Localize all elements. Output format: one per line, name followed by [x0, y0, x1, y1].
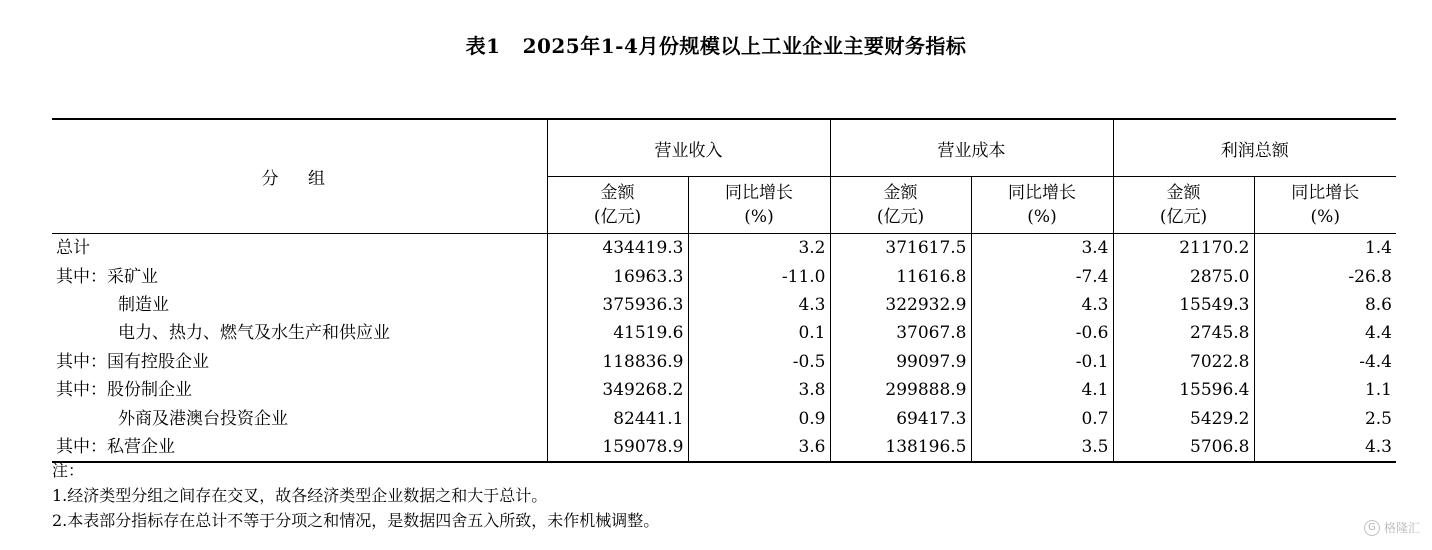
subheader-unit: (亿元): [876, 207, 925, 227]
cell-cost-growth: 0.7: [971, 404, 1113, 432]
subheader-unit: (亿元): [593, 207, 642, 227]
cell-revenue-amount: 16963.3: [547, 262, 688, 290]
subheader-revenue-amount: [547, 177, 688, 234]
cell-cost-amount: 299888.9: [830, 376, 971, 404]
row-label: 外商及港澳台投资企业: [118, 408, 288, 429]
cell-profit-growth: -4.4: [1254, 348, 1396, 376]
subheader-label: 金额: [1166, 183, 1201, 203]
cell-revenue-amount: 118836.9: [547, 348, 688, 376]
metric-header-profit: 利润总额: [1113, 119, 1396, 177]
cell-cost-growth: -0.1: [971, 348, 1113, 376]
cell-cost-growth: 4.1: [971, 376, 1113, 404]
note-item: 1.经济类型分组之间存在交叉，故各经济类型企业数据之和大于总计。: [52, 486, 548, 505]
cell-revenue-amount: 159078.9: [547, 433, 688, 462]
cell-profit-amount: 5706.8: [1113, 433, 1254, 462]
cell-revenue-growth: 3.8: [688, 376, 830, 404]
cell-cost-amount: 37067.8: [830, 319, 971, 347]
cell-profit-growth: 1.1: [1254, 376, 1396, 404]
row-label: 其中：私营企业: [52, 433, 547, 462]
subheader-label: 金额: [883, 183, 918, 203]
cell-revenue-amount: 82441.1: [547, 404, 688, 432]
cell-revenue-growth: 0.9: [688, 404, 830, 432]
subheader-label: 同比增长: [1008, 183, 1076, 203]
cell-profit-growth: 4.4: [1254, 319, 1396, 347]
cell-profit-growth: 1.4: [1254, 234, 1396, 263]
cell-revenue-growth: 4.3: [688, 291, 830, 319]
metric-header-cost: 营业成本: [830, 119, 1113, 177]
cell-revenue-growth: -0.5: [688, 348, 830, 376]
cell-revenue-growth: 0.1: [688, 319, 830, 347]
table-row: [52, 376, 1396, 404]
cell-cost-growth: 3.4: [971, 234, 1113, 263]
row-label: 其中：股份制企业: [56, 380, 192, 401]
cell-profit-amount: 2875.0: [1113, 262, 1254, 290]
table-title: [0, 30, 1432, 59]
cell-revenue-amount: 434419.3: [547, 234, 688, 263]
cell-profit-growth: 4.3: [1254, 433, 1396, 462]
cell-cost-amount: 69417.3: [830, 404, 971, 432]
cell-revenue-amount: 41519.6: [547, 319, 688, 347]
subheader-unit: (%): [1310, 207, 1340, 227]
table-notes: [52, 458, 659, 533]
subheader-unit: (%): [1027, 207, 1057, 227]
cell-cost-amount: 322932.9: [830, 291, 971, 319]
cell-cost-growth: -0.6: [971, 319, 1113, 347]
gelonghui-logo-icon: G: [1364, 520, 1380, 536]
row-label: 制造业: [118, 294, 169, 315]
cell-profit-amount: 2745.8: [1113, 319, 1254, 347]
table-row: [52, 319, 1396, 347]
cell-profit-amount: 7022.8: [1113, 348, 1254, 376]
subheader-label: 同比增长: [1291, 183, 1360, 203]
cell-revenue-growth: 3.6: [688, 433, 830, 462]
table-title-text: 2025年1-4月份规模以上工业企业主要财务指标: [522, 34, 967, 58]
watermark-text: 格隆汇: [1383, 521, 1420, 535]
subheader-cost-amount: [830, 177, 971, 234]
subheader-profit-growth: [1254, 177, 1396, 234]
subheader-label: 同比增长: [725, 183, 793, 203]
table-row: [52, 291, 1396, 319]
table-row: [52, 348, 1396, 376]
cell-profit-growth: 2.5: [1254, 404, 1396, 432]
subheader-cost-growth: [971, 177, 1113, 234]
table-row: [52, 262, 1396, 290]
cell-cost-growth: 4.3: [971, 291, 1113, 319]
cell-cost-amount: 99097.9: [830, 348, 971, 376]
cell-profit-amount: 21170.2: [1113, 234, 1254, 263]
table-number: 表1: [465, 34, 501, 58]
row-label: 电力、热力、燃气及水生产和供应业: [118, 323, 390, 344]
cell-revenue-growth: -11.0: [688, 262, 830, 290]
subheader-unit: (亿元): [1159, 207, 1208, 227]
subheader-unit: (%): [744, 207, 774, 227]
cell-profit-growth: -26.8: [1254, 262, 1396, 290]
table-row: [52, 404, 1396, 432]
cell-cost-amount: 371617.5: [830, 234, 971, 263]
cell-revenue-growth: 3.2: [688, 234, 830, 263]
row-label: 总计: [56, 238, 90, 259]
header-row-metrics: [52, 119, 1396, 177]
table-row: [52, 234, 1396, 263]
cell-profit-growth: 8.6: [1254, 291, 1396, 319]
subheader-revenue-growth: [688, 177, 830, 234]
group-column-header: 分 组: [52, 119, 547, 234]
financial-indicators-table: [52, 118, 1396, 463]
cell-profit-amount: 15596.4: [1113, 376, 1254, 404]
notes-heading: 注：: [52, 461, 85, 480]
watermark: [1364, 519, 1420, 536]
cell-revenue-amount: 349268.2: [547, 376, 688, 404]
row-label: 其中：采矿业: [56, 266, 158, 287]
cell-cost-amount: 138196.5: [830, 433, 971, 462]
subheader-profit-amount: [1113, 177, 1254, 234]
cell-cost-growth: -7.4: [971, 262, 1113, 290]
note-item: 2.本表部分指标存在总计不等于分项之和情况，是数据四舍五入所致，未作机械调整。: [52, 511, 660, 530]
cell-profit-amount: 5429.2: [1113, 404, 1254, 432]
metric-header-revenue: 营业收入: [547, 119, 830, 177]
row-label: 其中：国有控股企业: [56, 351, 209, 372]
cell-profit-amount: 15549.3: [1113, 291, 1254, 319]
cell-revenue-amount: 375936.3: [547, 291, 688, 319]
subheader-label: 金额: [600, 183, 635, 203]
cell-cost-growth: 3.5: [971, 433, 1113, 462]
cell-cost-amount: 11616.8: [830, 262, 971, 290]
